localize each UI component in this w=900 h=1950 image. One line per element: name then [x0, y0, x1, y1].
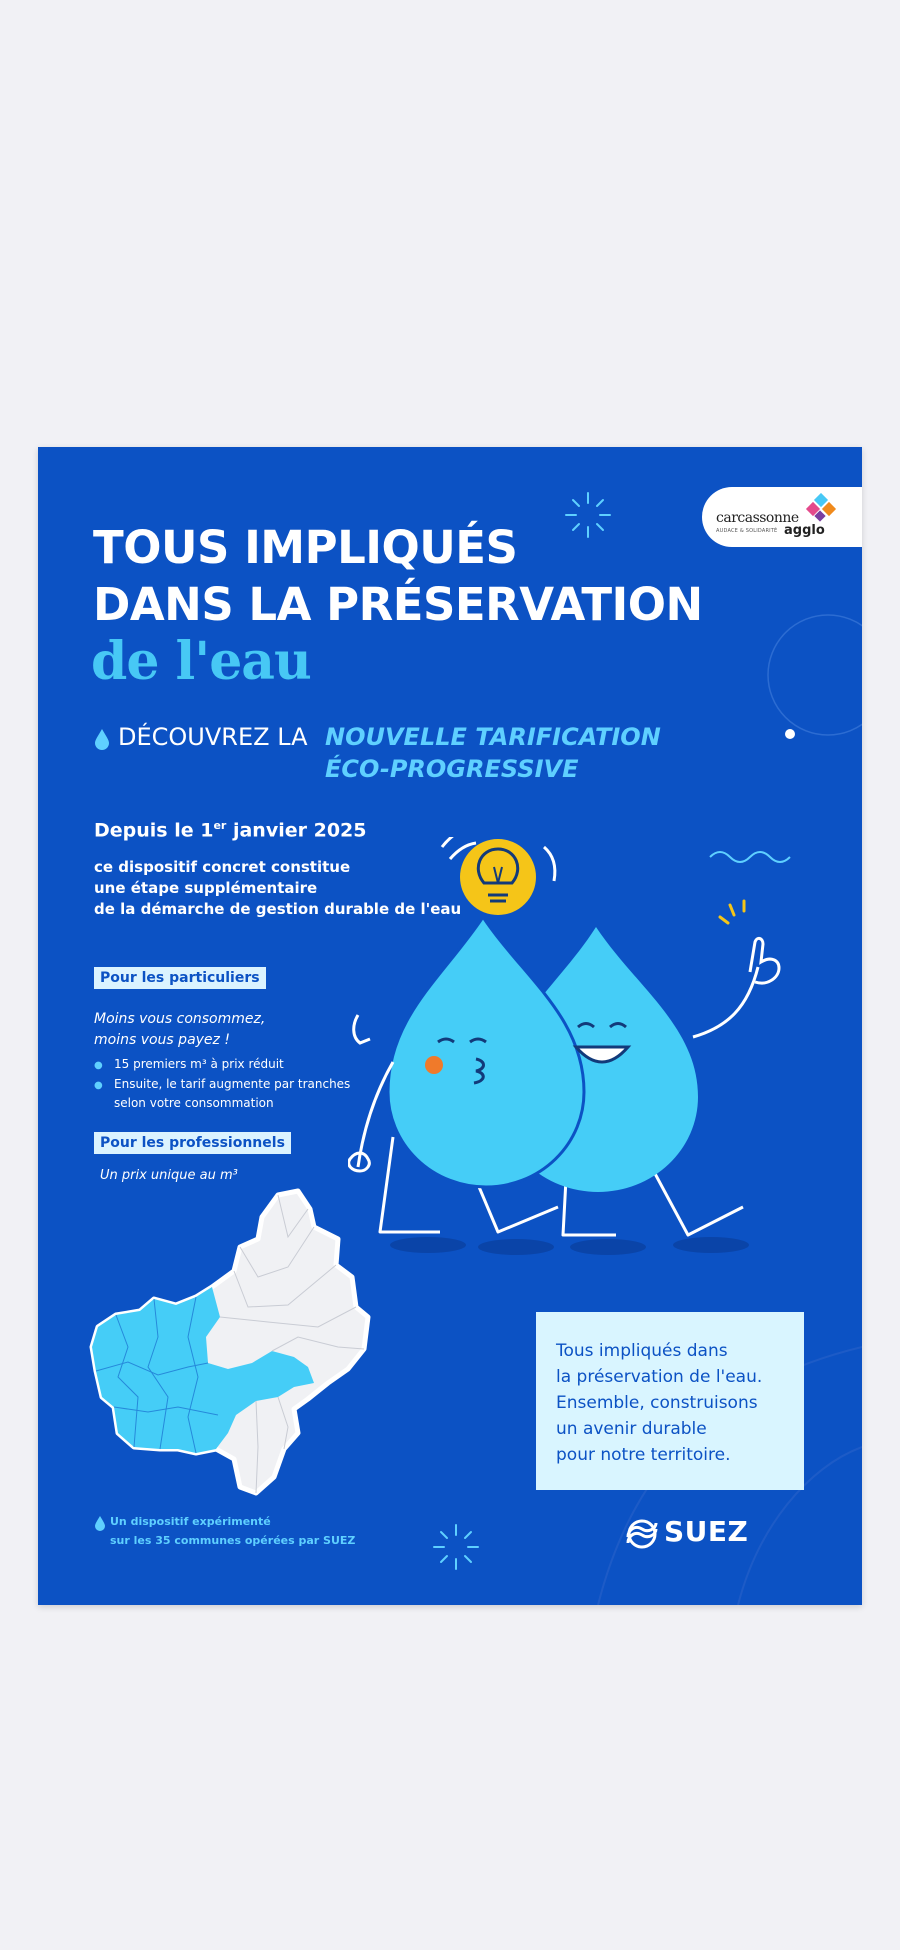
since-sup: er [213, 819, 227, 832]
slogan-line-2: moins vous payez ! [94, 1032, 230, 1048]
callout-line-4: un avenir durable [556, 1419, 707, 1439]
callout-line-1: Tous impliqués dans [556, 1341, 728, 1361]
drop-bullet-icon: ● [94, 1080, 103, 1091]
pro-text: Un prix unique au m³ [100, 1168, 238, 1183]
callout-line-2: la préservation de l'eau. [556, 1367, 763, 1387]
discover-highlight-2: ÉCO-PROGRESSIVE [325, 755, 579, 783]
footnote-line-2: sur les 35 communes opérées par SUEZ [110, 1534, 356, 1547]
logo-suffix: agglo [784, 523, 825, 538]
tag-professionnels: Pour les professionnels [94, 1132, 291, 1154]
tag-particuliers: Pour les particuliers [94, 967, 266, 989]
slogan-line-1: Moins vous consommez, [94, 1011, 266, 1027]
discover-highlight-1: NOUVELLE TARIFICATION [325, 723, 661, 751]
bullet-2-line-1: Ensuite, le tarif augmente par tranches [114, 1077, 351, 1091]
title-line-1: TOUS IMPLIQUÉS [93, 521, 518, 574]
intro-line-2: une étape supplémentaire [94, 879, 318, 897]
bullet-2-line-2: selon votre consommation [114, 1096, 274, 1110]
footnote-drop-icon [94, 1515, 106, 1531]
drop-bullet-icon: ● [94, 1060, 103, 1071]
logo-name: carcassonne [716, 510, 799, 526]
dot-icon [783, 727, 797, 741]
callout-line-3: Ensemble, construisons [556, 1393, 758, 1413]
suez-logo-text: SUEZ [664, 1515, 749, 1548]
sparkle-icon-bottom [426, 1517, 486, 1577]
callout-box [536, 1312, 804, 1490]
title-script: de l'eau [91, 631, 311, 692]
since-after: janvier 2025 [226, 819, 367, 842]
intro-line-1: ce dispositif concret constitue [94, 858, 351, 876]
since-before: Depuis le 1 [94, 819, 214, 842]
page-title [93, 519, 703, 633]
territory-map [88, 1187, 468, 1517]
water-drop-icon [94, 728, 110, 750]
bullet-1-text: 15 premiers m³ à prix réduit [114, 1057, 284, 1071]
footnote-line-1: Un dispositif expérimenté [110, 1515, 271, 1528]
discover-prefix: DÉCOUVREZ LA [118, 723, 308, 751]
slogan [94, 1009, 265, 1051]
list-item [94, 1075, 350, 1113]
bullet-2-text [114, 1075, 350, 1113]
since-date [94, 819, 366, 841]
poster [38, 447, 862, 1605]
bullet-list [94, 1055, 350, 1113]
carcassonne-agglo-logo [702, 487, 862, 547]
title-line-2: DANS LA PRÉSERVATION [93, 578, 703, 631]
logo-diamonds-icon [802, 493, 846, 523]
suez-logo-icon [622, 1519, 662, 1549]
footnote [110, 1512, 355, 1550]
callout-line-5: pour notre territoire. [556, 1445, 731, 1465]
list-item [94, 1055, 350, 1075]
callout-text [556, 1338, 762, 1468]
logo-tagline: AUDACE & SOLIDARITÉ [716, 528, 778, 534]
intro-line-3: de la démarche de gestion durable de l'eau [94, 900, 462, 918]
